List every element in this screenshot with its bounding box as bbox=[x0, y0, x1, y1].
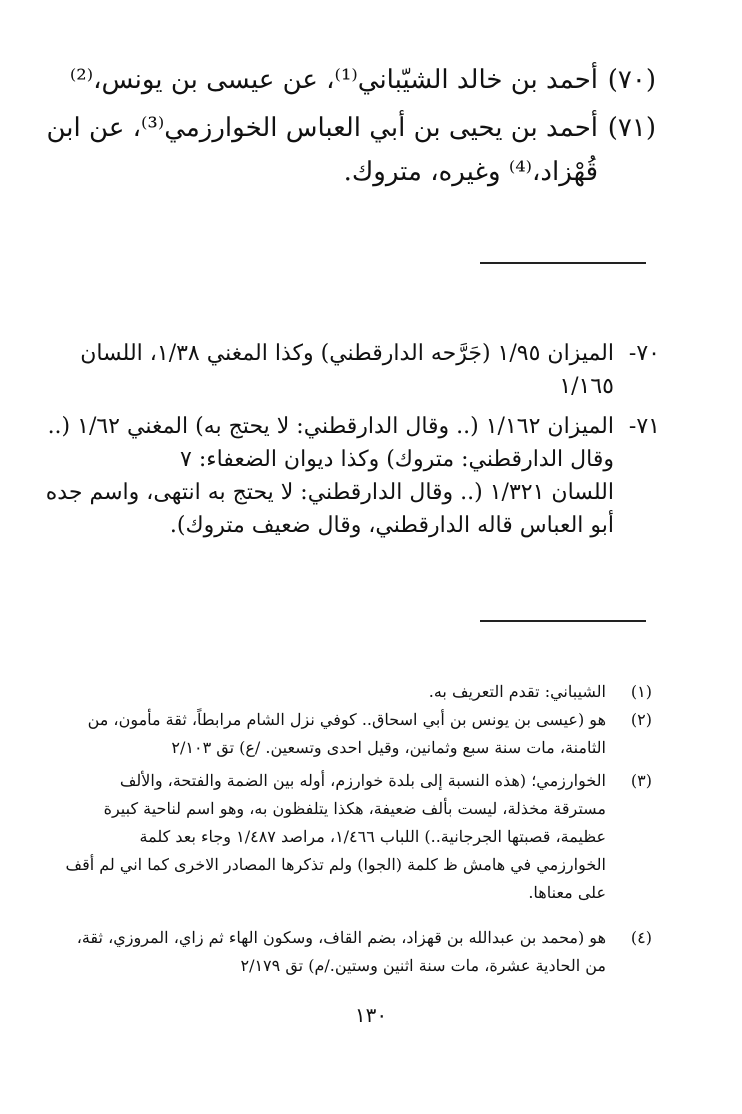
footnote-line: الخوارزمي في هامش ظ كلمة (الجوا) ولم تذكرها المصادر الاخرى كما اني لم أقف bbox=[65, 855, 606, 874]
footnote-line: هو (عيسى بن يونس بن أبي اسحاق.. كوفي نزل الشام مرابطاً، ثقة مأمون، من bbox=[87, 710, 606, 729]
footnote-line: الثامنة، مات سنة سبع وثمانين، وقيل احدى وتسعين. /ع) تق ٢/١٠٣ bbox=[171, 738, 606, 757]
footnote-line: الخوارزمي؛ (هذه النسبة إلى بلدة خوارزم، أوله بين الضمة والفتحة، والألف bbox=[119, 771, 606, 790]
reference-line: الميزان ١/٩٥ (جَرَّحه الدارقطني) وكذا المغني ١/٣٨، اللسان bbox=[80, 341, 614, 366]
section-divider bbox=[480, 262, 646, 264]
page-number: ١٣٠ bbox=[354, 1003, 388, 1027]
footnote-line: عظيمة، قصبتها الجرجانية..) اللباب ١/٤٦٦، مراصد ١/٤٨٧ وجاء بعد كلمة bbox=[139, 827, 606, 846]
reference-line: الميزان ١/١٦٢ (.. وقال الدارقطني: لا يحتج به) المغني ١/٦٢ (.. bbox=[47, 414, 614, 439]
footnote-divider bbox=[480, 620, 646, 622]
footnote-text bbox=[77, 924, 606, 980]
footnote-2 bbox=[84, 706, 652, 762]
footnote-line: على معناها. bbox=[528, 883, 606, 902]
reference-71 bbox=[45, 410, 660, 542]
footnote-line: من الحادية عشرة، مات سنة اثنين وستين./م) تق ٢/١٧٩ bbox=[240, 956, 606, 975]
entry-line: أحمد بن يحيى بن أبي العباس الخوارزمي⁽³⁾، عن ابن bbox=[46, 113, 598, 143]
entry-text bbox=[70, 58, 598, 102]
footnote-number: (٤) bbox=[630, 928, 652, 947]
reference-line: ١/١٦٥ bbox=[559, 374, 614, 399]
footnote-4 bbox=[76, 924, 652, 980]
footnote-number: (١) bbox=[630, 682, 652, 701]
entry-line: أحمد بن خالد الشيّباني⁽¹⁾، عن عيسى بن يونس،⁽²⁾ bbox=[69, 65, 598, 95]
footnote-line: مسترقة مخذلة، ليست بألف ضعيفة، هكذا يتلفظون به، وهو اسم لناحية كبيرة bbox=[103, 799, 606, 818]
entry-70 bbox=[69, 58, 656, 102]
reference-line: أبو العباس قاله الدارقطني، وقال ضعيف متروك). bbox=[169, 513, 614, 538]
entry-line: قُهْزاد،⁽⁴⁾ وغيره، متروك. bbox=[343, 157, 598, 187]
footnote-number: (٣) bbox=[630, 771, 652, 790]
footnote-line: هو (محمد بن عبدالله بن قهزاد، بضم القاف، وسكون الهاء ثم زاي، المروزي، ثقة، bbox=[76, 928, 606, 947]
reference-line: اللسان ١/٣٢١ (.. وقال الدارقطني: لا يحتج به انتهى، واسم جده bbox=[45, 480, 614, 505]
reference-text bbox=[80, 337, 614, 403]
footnote-1 bbox=[84, 678, 652, 706]
footnote-text bbox=[84, 706, 606, 762]
reference-70 bbox=[80, 337, 660, 403]
footnote-line: الشيباني: تقدم التعريف به. bbox=[428, 682, 606, 701]
reference-number: ٧١- bbox=[628, 414, 660, 439]
reference-number: ٧٠- bbox=[628, 341, 660, 366]
entry-text bbox=[47, 106, 598, 194]
entry-number: (٧١) bbox=[607, 113, 656, 143]
footnote-text bbox=[66, 767, 606, 907]
footnote-number: (٢) bbox=[630, 710, 652, 729]
reference-text bbox=[46, 410, 614, 542]
footnote-3 bbox=[65, 767, 652, 907]
reference-line: وقال الدارقطني: متروك) وكذا ديوان الضعفاء: ٧ bbox=[180, 447, 614, 472]
entry-71 bbox=[46, 106, 656, 194]
footnote-text bbox=[84, 678, 606, 706]
entry-number: (٧٠) bbox=[607, 65, 656, 95]
